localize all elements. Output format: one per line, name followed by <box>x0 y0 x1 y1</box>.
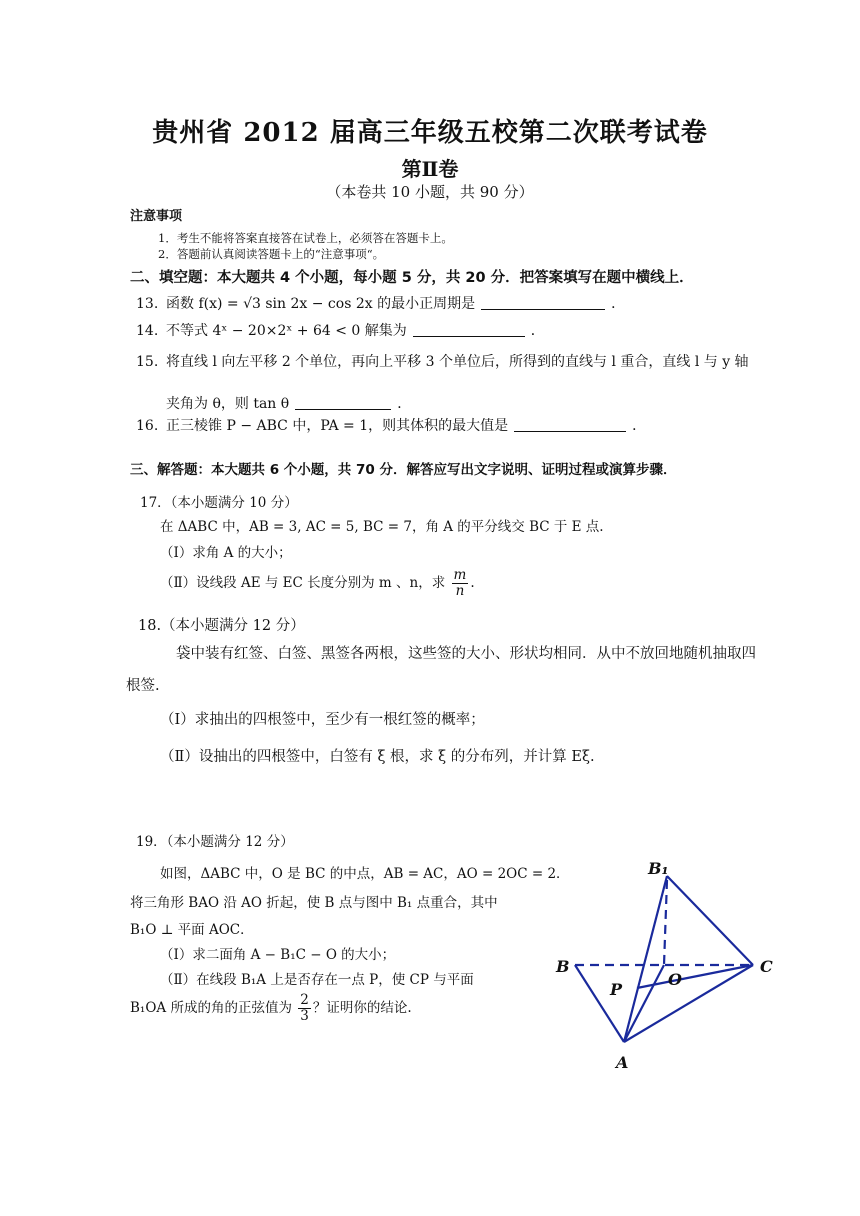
part-note: （本卷共 10 小题，共 90 分） <box>326 183 534 201</box>
question-text: 函数 f(x) = √3 sin 2x − cos 2x 的最小正周期是 <box>166 296 476 312</box>
edge-b1-c <box>667 876 753 965</box>
question-number: 16. <box>136 418 159 434</box>
question-number: 14. <box>136 323 159 339</box>
edge-b-a <box>575 965 624 1042</box>
question-text: 夹角为 θ，则 tan θ <box>166 396 290 412</box>
answer-blank <box>481 295 605 310</box>
q19-part1: （Ⅰ）求二面角 A − B₁C − O 的大小； <box>160 947 396 963</box>
label-b: B <box>556 957 570 976</box>
q17-fraction <box>452 568 469 599</box>
q17-header: 17．（本小题满分 10 分） <box>140 495 298 511</box>
q19-part2b-text: B₁OA 所成的角的正弦值为 <box>130 1000 292 1016</box>
q18-stem-line2: 根签. <box>126 678 160 694</box>
question-number: 13. <box>136 296 159 312</box>
fraction-numerator: 2 <box>300 992 309 1008</box>
q18-part1: （Ⅰ）求抽出的四根签中，至少有一根红签的概率； <box>160 712 485 728</box>
q17-part2-end: . <box>470 575 475 591</box>
fraction-numerator: m <box>453 567 467 583</box>
answer-blank <box>413 322 525 337</box>
question-15-cont <box>166 393 411 413</box>
label-a: A <box>616 1053 629 1072</box>
q18-header: 18.（本小题满分 12 分） <box>138 618 305 634</box>
q18-part2: （Ⅱ）设抽出的四根签中，白签有 ξ 根，求 ξ 的分布列，并计算 Eξ. <box>160 749 595 765</box>
question-end: ． <box>611 296 626 312</box>
q19-part2b <box>130 993 412 1024</box>
question-text: 将直线 l 向左平移 2 个单位，再向上平移 3 个单位后，所得到的直线与 l 重合，直线 l 与 y 轴 <box>166 354 749 370</box>
section3-heading: 三、解答题：本大题共 6 个小题，共 70 分．解答应写出文字说明、证明过程或演算步骤． <box>130 462 677 478</box>
answer-blank <box>514 417 626 432</box>
label-o: O <box>668 970 682 989</box>
question-16 <box>136 415 646 435</box>
q17-part2-text: （Ⅱ）设线段 AE 与 EC 长度分别为 m 、n，求 <box>160 575 446 591</box>
notice-item-1: 1．考生不能将答案直接答在试卷上，必须答在答题卡上。 <box>158 231 453 245</box>
q19-line2: 将三角形 BAO 沿 AO 折起，使 B 点与图中 B₁ 点重合，其中 <box>130 895 498 911</box>
q19-header: 19．（本小题满分 12 分） <box>136 834 294 850</box>
section2-heading: 二、填空题：本大题共 4 个小题，每小题 5 分，共 20 分．把答案填写在题中横线上． <box>130 270 694 286</box>
question-end: ． <box>530 323 545 339</box>
question-13 <box>136 293 625 313</box>
question-end: ． <box>632 418 647 434</box>
label-c: C <box>760 957 773 976</box>
question-15 <box>136 351 749 371</box>
q19-part2b-end: ？证明你的结论. <box>312 1000 412 1016</box>
q19-line1: 如图，ΔABC 中，O 是 BC 的中点，AB = AC，AO = 2OC = 2． <box>160 866 570 882</box>
fraction-denominator: n <box>455 583 465 599</box>
question-end: ． <box>397 396 412 412</box>
q17-stem: 在 ΔABC 中，AB = 3, AC = 5, BC = 7，角 A 的平分线交 BC 于 E 点. <box>160 519 604 535</box>
notice-heading: 注意事项 <box>130 209 183 224</box>
q17-part1: （Ⅰ）求角 A 的大小； <box>160 545 292 561</box>
question-text: 不等式 4ˣ − 20×2ˣ + 64 < 0 解集为 <box>166 323 407 339</box>
part-title: 第Ⅱ卷 <box>401 157 459 181</box>
q19-part2: （Ⅱ）在线段 B₁A 上是否存在一点 P，使 CP 与平面 <box>160 972 474 988</box>
dashed-b1-o <box>664 880 667 965</box>
notice-item-2: 2．答题前认真阅读答题卡上的“注意事项“。 <box>158 247 385 261</box>
question-text: 正三棱锥 P − ABC 中，PA = 1，则其体积的最大值是 <box>166 418 509 434</box>
label-p: P <box>610 980 623 999</box>
answer-blank <box>295 395 391 410</box>
q19-fraction <box>298 993 311 1024</box>
label-b1: B₁ <box>648 859 669 878</box>
fraction-denominator: 3 <box>300 1008 309 1024</box>
q19-line3: B₁O ⊥ 平面 AOC． <box>130 922 254 938</box>
edge-b1-a <box>624 876 667 1042</box>
exam-title: 贵州省 2012 届高三年级五校第二次联考试卷 <box>152 118 708 148</box>
question-14 <box>136 320 545 340</box>
q17-part2 <box>160 568 475 599</box>
q18-stem-line1: 袋中装有红签、白签、黑签各两根，这些签的大小、形状均相同．从中不放回地随机抽取四 <box>176 646 756 662</box>
question-number: 15. <box>136 354 159 370</box>
pyramid-figure <box>540 850 790 1080</box>
